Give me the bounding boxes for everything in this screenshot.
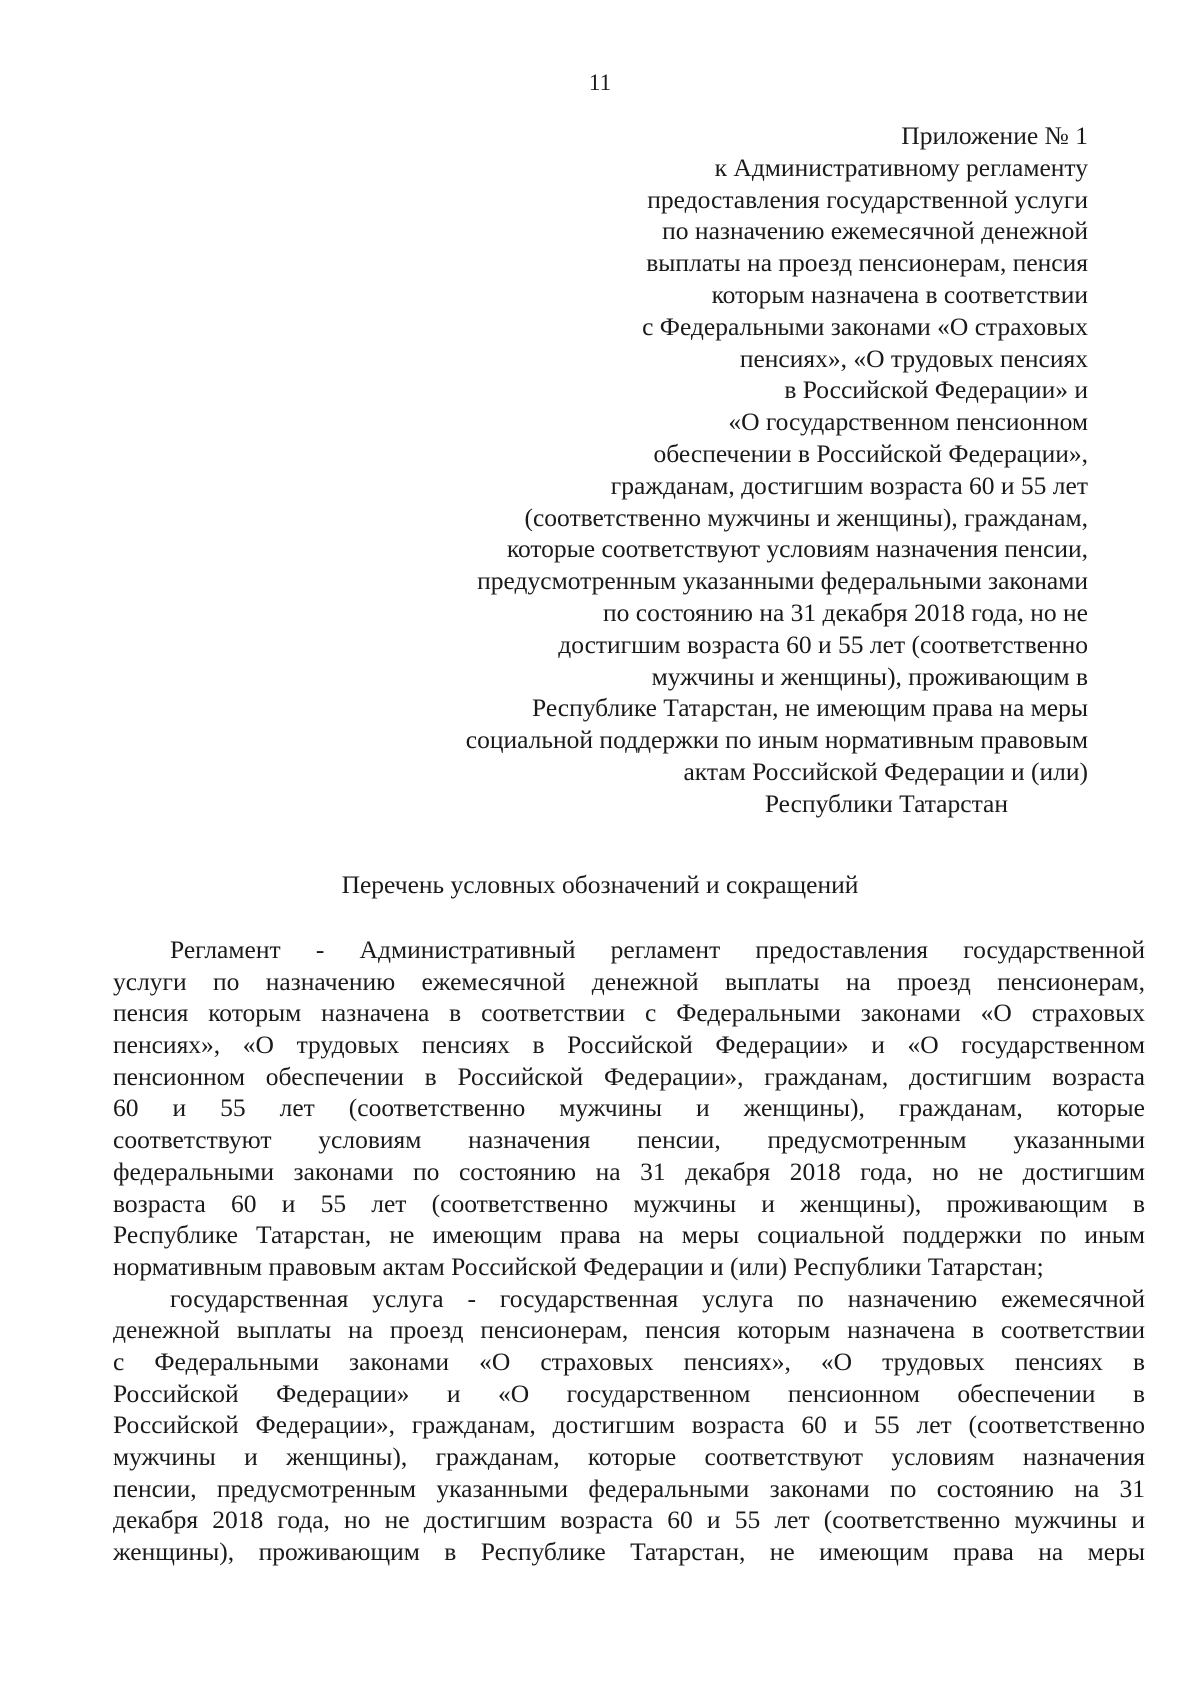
appendix-line: по назначению ежемесячной денежной [662,216,1088,246]
appendix-line: Приложение № 1 [901,121,1088,150]
appendix-line: с Федеральными законами «О страховых [642,311,1088,341]
paragraph-line: услуги по назначению ежемесячной денежной выплаты на проезд пенсионерам, [113,966,1145,996]
paragraph-line: Российской Федерации» и «О государственном пенсионном обеспечении в [113,1378,1145,1408]
appendix-line: по состоянию на 31 декабря 2018 года, но не [603,597,1088,627]
appendix-line: Республике Татарстан, не имеющим права на меры [531,693,1088,723]
paragraph-line: женщины), проживающим в Республике Татарстан, не имеющим права на меры [113,1537,1145,1567]
appendix-line: пенсиях», «О трудовых пенсиях [739,343,1088,373]
paragraph-line: мужчины и женщины), гражданам, которые соответствуют условиям назначения [113,1442,1145,1471]
appendix-line: гражданам, достигшим возраста 60 и 55 лет [610,470,1088,500]
paragraph-line: государственная услуга - государственная услуга по назначению ежемесячной [170,1283,1145,1313]
paragraph-line: соответствуют условиям назначения пенсии, предусмотренным указанными [113,1125,1145,1155]
paragraph-line: с Федеральными законами «О страховых пенсиях», «О трудовых пенсиях в [113,1346,1145,1376]
appendix-line: Республики Татарстан [764,788,1008,818]
paragraph-line: пенсии, предусмотренным указанными федеральными законами по состоянию на 31 [113,1473,1145,1503]
appendix-line: «О государственном пенсионном [728,407,1088,437]
appendix-line: социальной поддержки по иным нормативным правовым [465,725,1088,755]
appendix-line: мужчины и женщины), проживающим в [651,661,1088,691]
appendix-line: выплаты на проезд пенсионерам, пенсия [646,248,1088,278]
appendix-line: предусмотренным указанными федеральными законами [477,566,1088,596]
paragraph-line: Республике Татарстан, не имеющим права на меры социальной поддержки по иным [113,1220,1145,1250]
appendix-line: которые соответствуют условиям назначения пенсии, [506,534,1088,564]
body-text [113,934,1145,1568]
section-title: Перечень условных обозначений и сокращений [341,870,859,899]
appendix-line: обеспечении в Российской Федерации», [653,438,1088,468]
paragraph-line: пенсиях», «О трудовых пенсиях в Российской Федерации» и «О государственном [113,1030,1145,1060]
appendix-line: к Административному регламенту [714,152,1088,182]
appendix-line: в Российской Федерации» и [784,375,1088,405]
page-number: 11 [588,70,612,95]
paragraph-line: 60 и 55 лет (соответственно мужчины и женщины), гражданам, которые [113,1093,1145,1123]
paragraph-line: Российской Федерации», гражданам, достигшим возраста 60 и 55 лет (соответственно [113,1410,1145,1440]
paragraph-line: денежной выплаты на проезд пенсионерам, пенсия которым назначена в соответствии [113,1315,1145,1345]
paragraph-line: возраста 60 и 55 лет (соответственно мужчины и женщины), проживающим в [113,1188,1145,1218]
appendix-line: которым назначена в соответствии [711,279,1088,309]
appendix-line: (соответственно мужчины и женщины), гражданам, [524,502,1088,532]
paragraph-line: пенсия которым назначена в соответствии с Федеральными законами «О страховых [113,998,1145,1028]
appendix-line: предоставления государственной услуги [647,184,1088,214]
appendix-line: достигшим возраста 60 и 55 лет (соответственно [558,629,1088,659]
paragraph-line: Регламент - Административный регламент предоставления государственной [170,935,1145,964]
appendix-header [328,120,1088,820]
paragraph-line: пенсионном обеспечении в Российской Федерации», гражданам, достигшим возраста [113,1061,1145,1091]
paragraph-line: декабря 2018 года, но не достигшим возраста 60 и 55 лет (соответственно мужчины и [113,1505,1145,1535]
paragraph-line: нормативным правовым актам Российской Федерации и (или) Республики Татарстан; [113,1251,1044,1281]
paragraph-line: федеральными законами по состоянию на 31 декабря 2018 года, но не достигшим [113,1156,1145,1186]
appendix-line: актам Российской Федерации и (или) [683,756,1088,786]
